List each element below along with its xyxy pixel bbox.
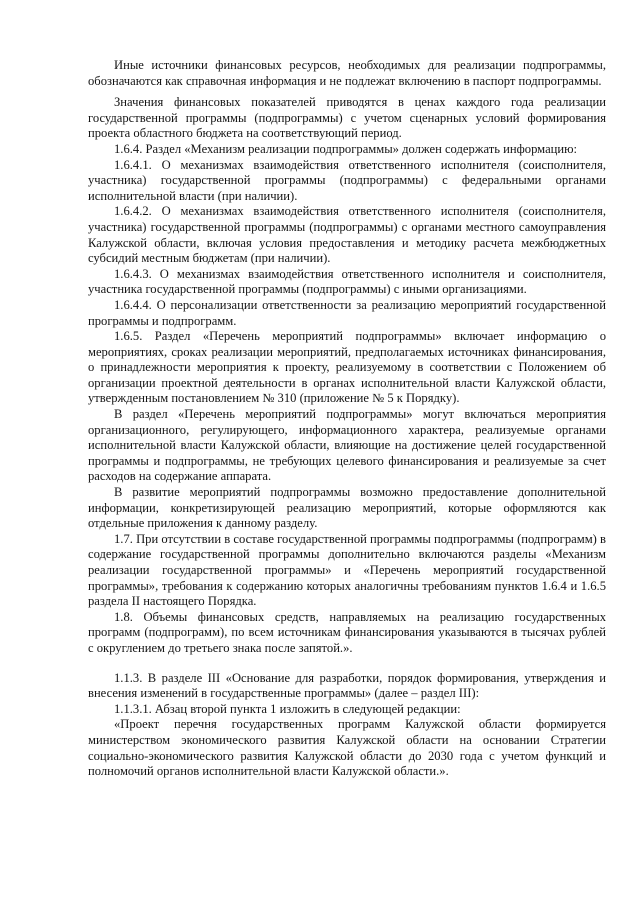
paragraph-1-6-4-4: 1.6.4.4. О персонализации ответственности за реализацию мероприятий государственной программы и подпрограмм. bbox=[88, 297, 606, 328]
document-page bbox=[88, 58, 606, 780]
paragraph-1-1-3: 1.1.3. В разделе III «Основание для разработки, порядок формирования, утверждения и внесения изменений в государственные программы» (далее – раздел III): bbox=[88, 670, 606, 701]
paragraph-1-8: 1.8. Объемы финансовых средств, направляемых на реализацию государственных программ (подпрограмм), по всем источникам финансирования указываются в тысячах рублей с округлением до третьего знака после запятой.». bbox=[88, 609, 606, 655]
paragraph-1-6-4-1: 1.6.4.1. О механизмах взаимодействия ответственного исполнителя (соисполнителя, участника) государственной программы (подпрограммы) с федеральными органами исполнительной власти (при наличии). bbox=[88, 157, 606, 203]
paragraph-1-6-5: 1.6.5. Раздел «Перечень мероприятий подпрограммы» включает информацию о мероприятиях, сроках реализации мероприятий, предполагаемых источниках финансирования, о принадлежности мероприятия к проекту, реализуемому в соответствии с Положением об организации проектной деятельности в органах исполнительной власти Калужской области, утвержденным постановлением № 310 (приложение № 5 к Порядку). bbox=[88, 329, 606, 406]
paragraph-1-6-4-3: 1.6.4.3. О механизмах взаимодействия ответственного исполнителя и соисполнителя, участника государственной программы (подпрограммы) с иными организациями. bbox=[88, 266, 606, 297]
paragraph-additional-info: В развитие мероприятий подпрограммы возможно предоставление дополнительной информации, конкретизирующей реализацию мероприятий, которые оформляются как отдельные приложения к данному разделу. bbox=[88, 485, 606, 531]
paragraph-1-6-4: 1.6.4. Раздел «Механизм реализации подпрограммы» должен содержать информацию: bbox=[114, 141, 578, 156]
paragraph-other-sources: Иные источники финансовых ресурсов, необходимых для реализации подпрограммы, обозначаются как справочная информация и не подлежат включению в паспорт подпрограммы. bbox=[88, 58, 606, 88]
paragraph-1-6-4-2: 1.6.4.2. О механизмах взаимодействия ответственного исполнителя (соисполнителя, участника) государственной программы (подпрограммы) с органами местного самоуправления Калужской области, включая условия предоставления и методику расчета межбюджетных субсидий местным бюджетам (при наличии). bbox=[88, 204, 606, 266]
paragraph-financial-values: Значения финансовых показателей приводятся в ценах каждого года реализации государственной программы (подпрограммы) с учетом сценарных условий формирования проекта областного бюджета на соответствующий период. bbox=[88, 95, 606, 141]
paragraph-1-7: 1.7. При отсутствии в составе государственной программы подпрограммы (подпрограмм) в содержание государственной программы дополнительно включаются разделы «Механизм реализации государственной программы» и «Перечень мероприятий государственной программы», требования к содержанию которых аналогичны требованиям пунктов 1.6.4 и 1.6.5 раздела II настоящего Порядка. bbox=[88, 531, 606, 609]
paragraph-1-1-3-1: 1.1.3.1. Абзац второй пункта 1 изложить в следующей редакции: bbox=[114, 701, 461, 716]
paragraph-section-measures: В раздел «Перечень мероприятий подпрограммы» могут включаться мероприятия организационного, регулирующего, информационного характера, реализуемые органами исполнительной власти Калужской области, влияющие на достижение целей государственной программы и подпрограммы, не требующих целевого финансирования и реализуемые за счет расходов на содержание аппарата. bbox=[88, 407, 606, 484]
paragraph-quoted-project: «Проект перечня государственных программ Калужской области формируется министерством экономического развития Калужской области на основании Стратегии социально-экономического развития Калужской области до 2030 года с учетом функций и полномочий органов исполнительной власти Калужской области.». bbox=[88, 717, 606, 779]
